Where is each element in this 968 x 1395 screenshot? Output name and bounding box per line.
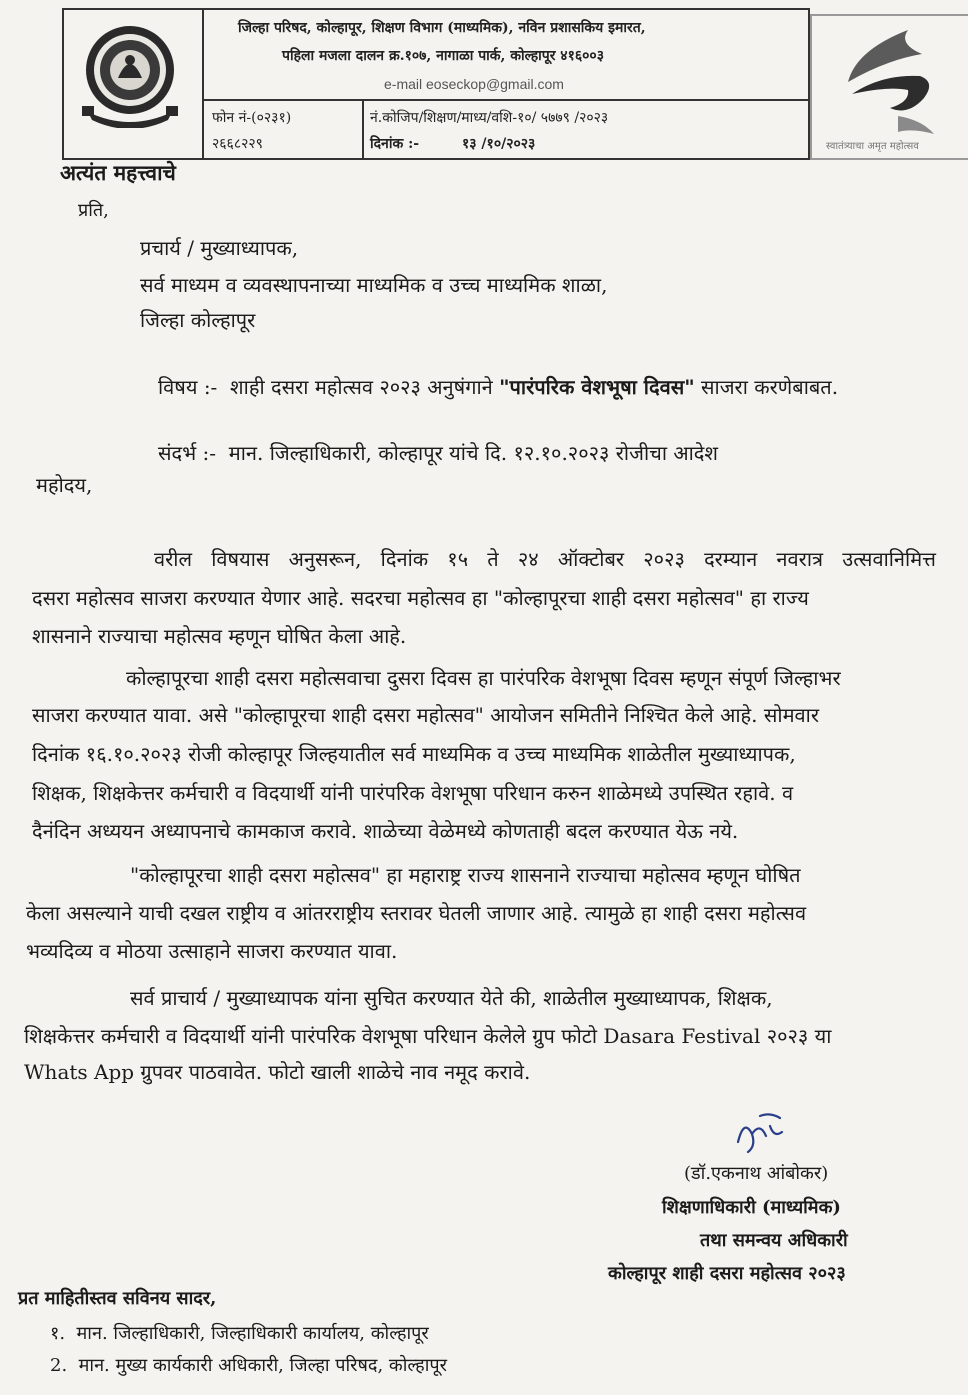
urgent-label: अत्यंत महत्त्वाचे <box>60 160 176 185</box>
reference-line <box>158 443 718 463</box>
reference-label: संदर्भ :- <box>158 441 217 465</box>
letterhead-phone-label: फोन नं-(०२३१) <box>212 110 292 126</box>
letterhead-date-value: १३ /१०/२०२३ <box>462 136 536 152</box>
subject-label: विषय :- <box>158 375 218 399</box>
letterhead-phone-number: २६६८२२९ <box>212 136 263 152</box>
paragraph2-line1: कोल्हापूरचा शाही दसरा महोत्सवाचा दुसरा दिवस हा पारंपरिक वेशभूषा दिवस म्हणून संपूर्ण जिल्हाभर <box>126 666 841 690</box>
paragraph3-line1: "कोल्हापूरचा शाही दसरा महोत्सव" हा महाराष्ट्र राज्य शासनाने राज्याचा महोत्सव म्हणून घोषित <box>130 863 801 887</box>
paragraph2-line2: साजरा करण्यात यावा. असे "कोल्हापूरचा शाही दसरा महोत्सव" आयोजन समितीने निश्चित केले आहे. सोमवार <box>32 703 820 727</box>
copy-item-number: 2. <box>50 1355 68 1376</box>
copy-item-number: १. <box>50 1323 66 1344</box>
recipient-line3: जिल्हा कोल्हापूर <box>140 308 256 332</box>
letterhead-address-line1: जिल्हा परिषद, कोल्हापूर, शिक्षण विभाग (माध्यमिक), नविन प्रशासकिय इमारत, <box>238 20 646 36</box>
letterhead-email: e-mail eoseckop@gmail.com <box>384 76 564 92</box>
paragraph2-line3: दिनांक १६.१०.२०२३ रोजी कोल्हापूर जिल्हयातील सर्व माध्यमिक व उच्च माध्यमिक शाळेतील मुख्याध्यापक, <box>32 742 796 766</box>
paragraph4-line3: Whats App ग्रुपवर पाठवावेत. फोटो खाली शाळेचे नाव नमूद करावे. <box>24 1060 531 1084</box>
subject-highlight: "पारंपरिक वेशभूषा दिवस" <box>499 375 695 399</box>
letterhead-reference-number: नं.कोजिप/शिक्षण/माध्य/वशि-१०/ ५७७९ /२०२३ <box>370 110 609 126</box>
paragraph1-line2: दसरा महोत्सव साजरा करण्यात येणार आहे. सदरचा महोत्सव हा "कोल्हापूरचा शाही दसरा महोत्सव" हा राज्य <box>32 586 809 610</box>
paragraph3-line3: भव्यदिव्य व मोठया उत्साहाने साजरा करण्यात यावा. <box>26 939 398 963</box>
paragraph2-line5: दैनंदिन अध्ययन अध्यापनाचे कामकाज करावे. शाळेच्या वेळेमध्ये कोणताही बदल करण्यात येऊ नये. <box>32 819 739 843</box>
signatory-title3: कोल्हापूर शाही दसरा महोत्सव २०२३ <box>608 1263 846 1284</box>
recipient-line1: प्रचार्य / मुख्याध्यापक, <box>140 236 299 260</box>
copy-heading: प्रत माहितीस्तव सविनय सादर, <box>18 1288 217 1309</box>
letterhead-column-divider <box>362 99 364 160</box>
zilla-parishad-seal-icon <box>78 20 182 128</box>
to-label: प्रति, <box>78 200 109 221</box>
signatory-title1: शिक्षणाधिकारी (माध्यमिक) <box>662 1197 841 1218</box>
copy-item-text: मान. मुख्य कार्यकारी अधिकारी, जिल्हा परिषद, कोल्हापूर <box>78 1355 447 1376</box>
subject-text-end: साजरा करणेबाबत. <box>694 375 839 399</box>
salutation: महोदय, <box>36 473 93 497</box>
copy-item-1 <box>50 1325 429 1343</box>
amrit-mahotsav-logo-icon <box>838 24 948 144</box>
paragraph3-line2: केला असल्याने याची दखल राष्ट्रीय व आंतरराष्ट्रीय स्तरावर घेतली जाणार आहे. त्यामुळे हा शाही दसरा महोत्सव <box>26 901 807 925</box>
copy-item-2 <box>50 1357 447 1375</box>
paragraph1-line3: शासनाने राज्याचा महोत्सव म्हणून घोषित केला आहे. <box>32 624 407 648</box>
brand-tagline: स्वातंत्र्याचा अमृत महोत्सव <box>826 141 919 152</box>
paragraph1-line1: वरील विषयास अनुसरून, दिनांक १५ ते २४ ऑक्टोबर २०२३ दरम्यान नवरात्र उत्सवानिमित्त <box>154 547 936 571</box>
signatory-title2: तथा समन्वय अधिकारी <box>700 1230 848 1251</box>
recipient-line2: सर्व माध्यम व व्यवस्थापनाच्या माध्यमिक व उच्च माध्यमिक शाळा, <box>140 273 608 297</box>
paragraph4-line2: शिक्षकेत्तर कर्मचारी व विदयार्थी यांनी पारंपरिक वेशभूषा परिधान केलेले ग्रुप फोटो Dasara Festival २०२३ या <box>24 1024 832 1048</box>
letterhead-date-label: दिनांक :- <box>370 136 420 152</box>
signatory-name: (डॉ.एकनाथ आंबोकर) <box>684 1163 829 1184</box>
paragraph2-line4: शिक्षक, शिक्षकेत्तर कर्मचारी व विदयार्थी यांनी पारंपरिक वेशभूषा परिधान करुन शाळेमध्ये उपस्थित रहावे. व <box>32 781 794 805</box>
copy-item-text: मान. जिल्हाधिकारी, जिल्हाधिकारी कार्यालय, कोल्हापूर <box>76 1323 429 1344</box>
reference-text: मान. जिल्हाधिकारी, कोल्हापूर यांचे दि. १२.१०.२०२३ रोजीचा आदेश <box>228 441 719 465</box>
handwritten-signature-icon <box>730 1108 786 1160</box>
letterhead-divider <box>204 99 810 101</box>
letterhead-address-line2: पहिला मजला दालन क्र.१०७, नागाळा पार्क, कोल्हापूर ४१६००३ <box>282 48 604 64</box>
subject-text: शाही दसरा महोत्सव २०२३ अनुषंगाने <box>230 375 500 399</box>
subject-line <box>158 377 838 397</box>
paragraph4-line1: सर्व प्राचार्य / मुख्याध्यापक यांना सुचित करण्यात येते की, शाळेतील मुख्याध्यापक, शिक्षक, <box>130 986 773 1010</box>
